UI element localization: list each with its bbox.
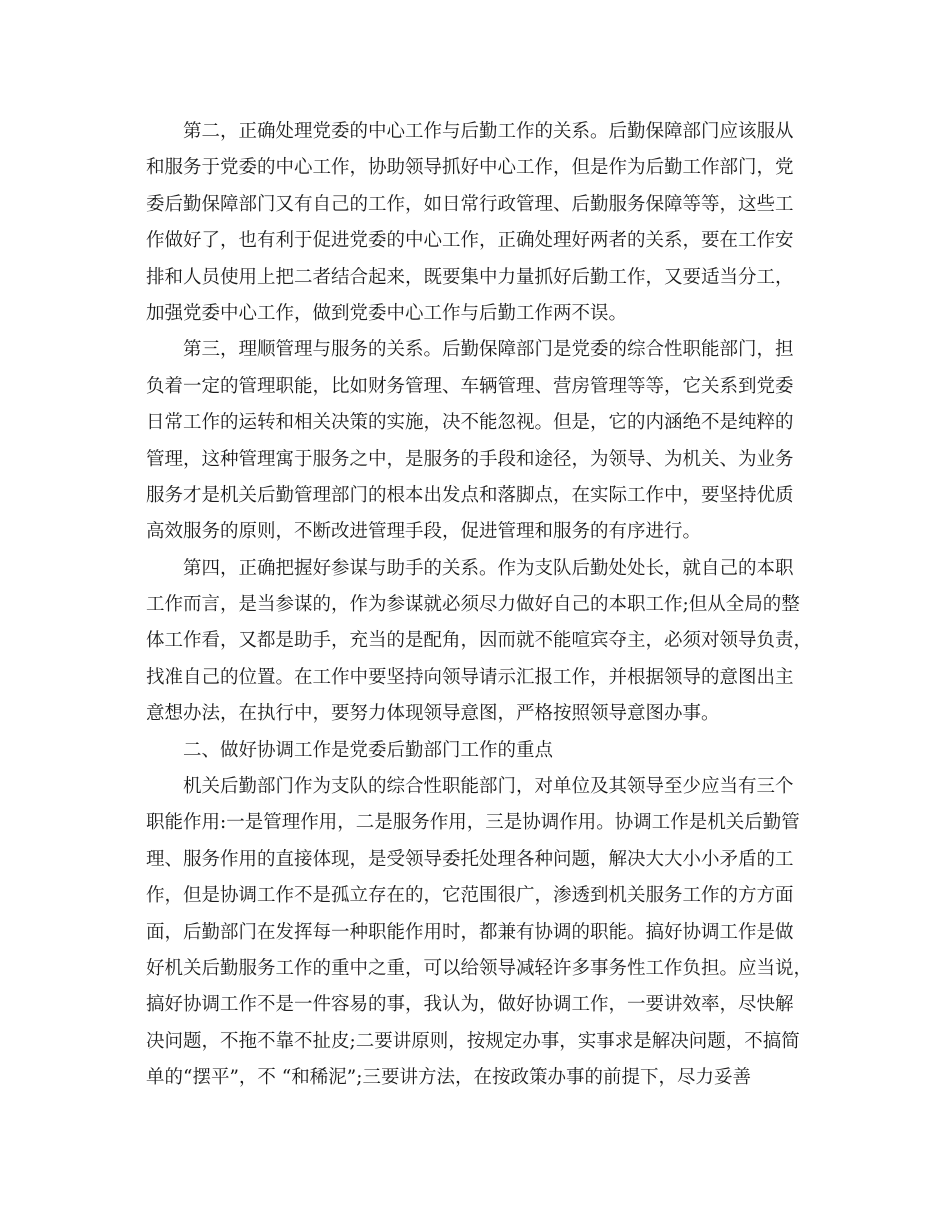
text-line: 委后勤保障部门又有自己的工作，如日常行政管理、后勤服务保障等等，这些工 <box>146 193 794 215</box>
text-line: 理、服务作用的直接体现，是受领导委托处理各种问题，解决大大小小矛盾的工 <box>146 848 794 870</box>
paragraph-third-point <box>146 332 806 550</box>
text-line: 作做好了，也有利于促进党委的中心工作，正确处理好两者的关系，要在工作安 <box>146 230 794 252</box>
text-line: 和服务于党委的中心工作，协助领导抓好中心工作，但是作为后勤工作部门，党 <box>146 157 794 179</box>
text-line: 日常工作的运转和相关决策的实施，决不能忽视。但是，它的内涵绝不是纯粹的 <box>146 412 794 434</box>
section-heading <box>146 733 806 769</box>
paragraph-coordination <box>146 769 813 1097</box>
paragraph-second-point <box>146 114 806 332</box>
text-line: 工作而言，是当参谋的，作为参谋就必须尽力做好自己的本职工作;但从全局的整 <box>146 594 800 616</box>
text-line: 排和人员使用上把二者结合起来，既要集中力量抓好后勤工作，又要适当分工， <box>146 266 794 288</box>
text-line: 服务才是机关后勤管理部门的根本出发点和落脚点，在实际工作中，要坚持优质 <box>146 484 794 506</box>
text-line: 好机关后勤服务工作的重中之重，可以给领导减轻许多事务性工作负担。应当说， <box>146 957 813 979</box>
text-line: 管理，这种管理寓于服务之中，是服务的手段和途径，为领导、为机关、为业务 <box>146 448 794 470</box>
text-line: 面，后勤部门在发挥每一种职能作用时，都兼有协调的职能。搞好协调工作是做 <box>146 921 794 943</box>
text-line: 作，但是协调工作不是孤立存在的，它范围很广，渗透到机关服务工作的方方面 <box>146 885 794 907</box>
text-line: 搞好协调工作不是一件容易的事，我认为，做好协调工作，一要讲效率，尽快解 <box>146 994 794 1016</box>
text-line: 第三，理顺管理与服务的关系。后勤保障部门是党委的综合性职能部门，担 <box>183 339 794 361</box>
paragraph-fourth-point <box>146 551 813 733</box>
text-line: 决问题，不拖不靠不扯皮;二要讲原则，按规定办事，实事求是解决问题，不搞简 <box>146 1030 800 1052</box>
text-line: 第二，正确处理党委的中心工作与后勤工作的关系。后勤保障部门应该服从 <box>183 121 794 142</box>
text-line: 第四，正确把握好参谋与助手的关系。作为支队后勤处处长，就自己的本职 <box>183 557 794 579</box>
text-line: 意想办法，在执行中，要努力体现领导意图，严格按照领导意图办事。 <box>146 703 720 725</box>
document-body <box>146 114 813 1097</box>
text-line: 负着一定的管理职能，比如财务管理、车辆管理、营房管理等等，它关系到党委 <box>146 375 794 397</box>
text-line: 二、做好协调工作是党委后勤部门工作的重点 <box>183 739 554 761</box>
text-line: 单的“摆平”，不 “和稀泥”;三要讲方法，在按政策办事的前提下，尽力妥善 <box>146 1067 751 1089</box>
text-line: 加强党委中心工作，做到党委中心工作与后勤工作两不误。 <box>146 302 628 324</box>
text-line: 高效服务的原则，不断改进管理手段，促进管理和服务的有序进行。 <box>146 521 702 543</box>
text-line: 职能作用:一是管理作用，二是服务作用，三是协调作用。协调工作是机关后勤管 <box>146 812 800 834</box>
text-line: 找准自己的位置。在工作中要坚持向领导请示汇报工作，并根据领导的意图出主 <box>146 666 794 688</box>
text-line: 机关后勤部门作为支队的综合性职能部门，对单位及其领导至少应当有三个 <box>183 776 794 798</box>
text-line: 体工作看，又都是助手，充当的是配角，因而就不能喧宾夺主，必须对领导负责， <box>146 630 813 652</box>
